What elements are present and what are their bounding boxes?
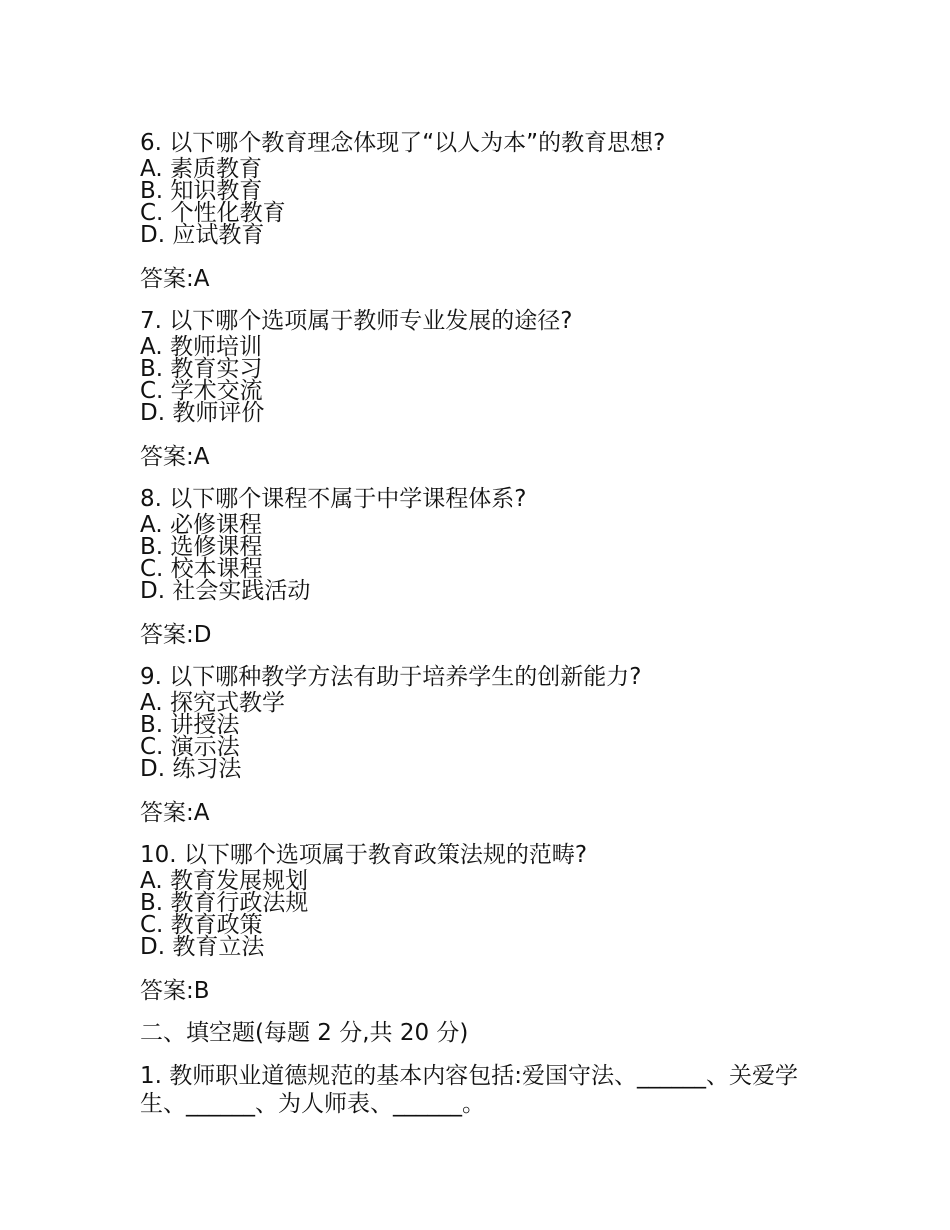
option-a: A. 素质教育 (140, 156, 262, 182)
option-a: A. 必修课程 (140, 512, 262, 538)
answer-text: 答案:A (140, 266, 210, 292)
option-b: B. 知识教育 (140, 178, 263, 204)
fill-in-question-1: 1. 教师职业道德规范的基本内容包括:爱国守法、______、关爱学生、______、为人师表、______。 (140, 1063, 799, 1117)
option-b: B. 教育实习 (140, 356, 263, 382)
option-d: D. 教育立法 (140, 934, 265, 960)
option-c: C. 学术交流 (140, 378, 263, 404)
question-stem: 8. 以下哪个课程不属于中学课程体系? (140, 486, 527, 512)
option-c: C. 演示法 (140, 734, 240, 760)
option-b: B. 选修课程 (140, 534, 263, 560)
option-d: D. 练习法 (140, 756, 242, 782)
answer-text: 答案:A (140, 800, 210, 826)
question-7 (140, 306, 820, 472)
option-d: D. 社会实践活动 (140, 578, 311, 604)
option-a: A. 教育发展规划 (140, 868, 308, 894)
option-a: A. 探究式教学 (140, 690, 285, 716)
question-9 (140, 662, 820, 828)
answer-text: 答案:B (140, 978, 210, 1004)
question-stem: 6. 以下哪个教育理念体现了“以人为本”的教育思想? (140, 130, 666, 156)
option-a: A. 教师培训 (140, 334, 262, 360)
question-stem: 10. 以下哪个选项属于教育政策法规的范畴? (140, 842, 588, 868)
section-title-fill-in: 二、填空题(每题 2 分,共 20 分) (140, 1020, 469, 1046)
option-c: C. 校本课程 (140, 556, 263, 582)
question-10 (140, 840, 820, 1006)
option-d: D. 应试教育 (140, 222, 265, 248)
question-8 (140, 484, 820, 650)
option-c: C. 个性化教育 (140, 200, 286, 226)
question-6 (140, 128, 820, 294)
answer-text: 答案:A (140, 444, 210, 470)
option-d: D. 教师评价 (140, 400, 265, 426)
answer-text: 答案:D (140, 622, 212, 648)
option-b: B. 教育行政法规 (140, 890, 309, 916)
option-b: B. 讲授法 (140, 712, 240, 738)
document-content (140, 128, 820, 1118)
question-stem: 7. 以下哪个选项属于教师专业发展的途径? (140, 308, 573, 334)
option-c: C. 教育政策 (140, 912, 263, 938)
question-stem: 9. 以下哪种教学方法有助于培养学生的创新能力? (140, 664, 642, 690)
